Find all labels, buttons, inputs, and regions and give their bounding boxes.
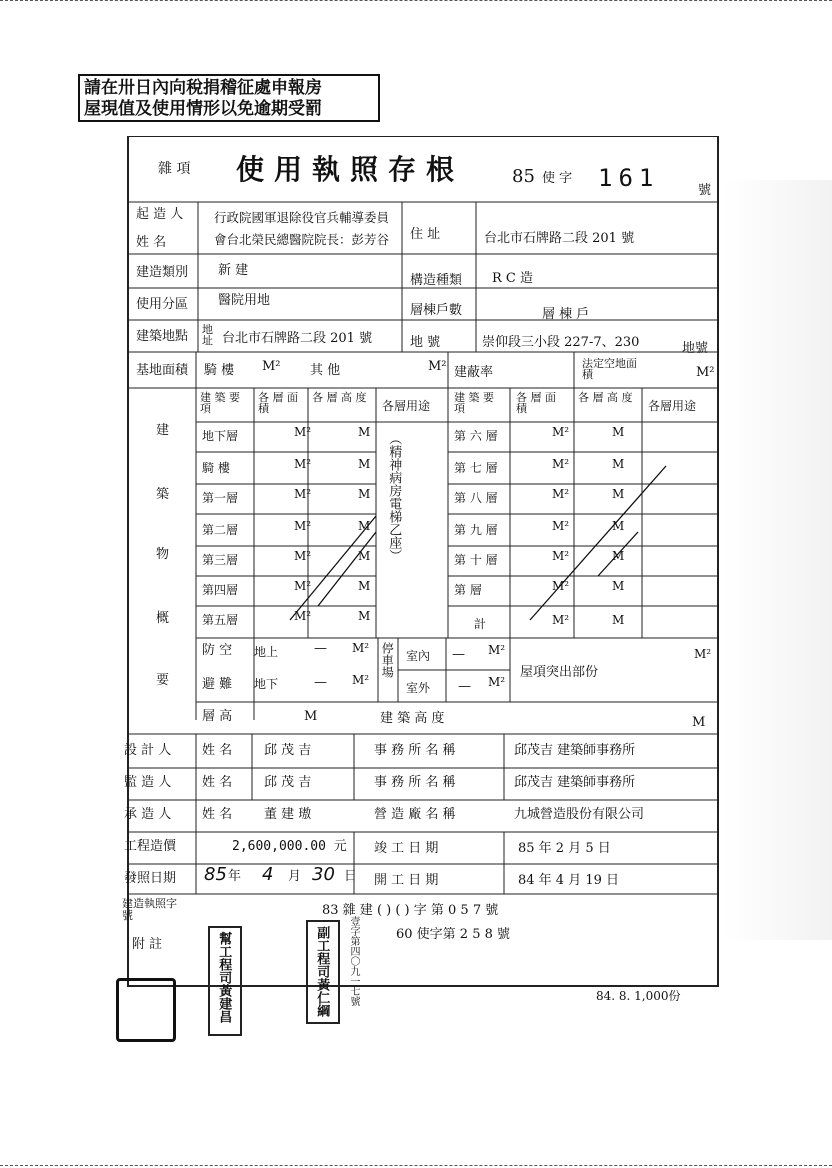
notice-box <box>78 74 380 122</box>
designer-role: 設 計 人 <box>124 743 172 758</box>
shelter-below-label: 地下 <box>254 677 279 691</box>
floor-3-area-unit: M² <box>294 549 312 563</box>
permit-year: 85 <box>512 166 535 187</box>
supervisor-role: 監 造 人 <box>124 775 172 790</box>
side-label-1: 建 <box>156 423 170 438</box>
shelter-below-unit: M² <box>352 673 370 687</box>
floor-9-height-unit: M <box>612 519 625 533</box>
finish-date-label: 竣 工 日 期 <box>374 841 439 856</box>
coverage-label: 建蔽率 <box>454 365 494 380</box>
floor-3-label: 第三層 <box>202 553 239 567</box>
parking-outdoor-unit: M² <box>488 675 506 689</box>
bottom-edge <box>0 1163 832 1166</box>
owner-address: 台北市石牌路二段 201 號 <box>484 231 635 246</box>
owner-label-1: 起 造 人 <box>136 207 184 222</box>
floor-4-label: 第四層 <box>202 583 239 597</box>
floor-5-height-unit: M <box>358 609 371 623</box>
lot-label: 地 號 <box>410 335 441 350</box>
lot-number: 崇仰段三小段 227-7、230 <box>482 335 640 350</box>
parking-indoor-label: 室內 <box>406 649 431 663</box>
contractor-office: 九城營造股份有限公司 <box>514 807 645 822</box>
start-date-label: 開 工 日 期 <box>374 873 439 888</box>
supervisor-office-label: 事 務 所 名 稱 <box>374 775 456 790</box>
floor-6-label: 第 六 層 <box>454 429 498 443</box>
notice-line-1: 請在卅日內向稅捐稽征處申報房 <box>84 78 322 98</box>
permit-ref-label: 建造執照字號 <box>122 897 177 923</box>
category-label: 雜 項 <box>158 161 191 177</box>
supervisor-name-label: 姓 名 <box>202 775 233 790</box>
other-area-unit: M² <box>428 359 447 374</box>
head-item-left: 建 築 要 項 <box>200 391 240 415</box>
permit-number: 161 <box>598 164 660 192</box>
cost-value: 2,600,000.00 元 <box>232 839 347 854</box>
owner-line-1: 行政院國軍退除役官兵輔導委員 <box>214 210 390 225</box>
designer-name-label: 姓 名 <box>202 743 233 758</box>
issue-year: 85 <box>204 864 227 885</box>
floors-count-label: 層棟戶數 <box>410 303 463 318</box>
cost-label: 工程造價 <box>124 839 177 854</box>
shelter-label-1: 防 空 <box>202 643 233 658</box>
shelter-above-label: 地上 <box>254 645 279 659</box>
seal-chief <box>208 926 242 1036</box>
contractor-office-label: 營 造 廠 名 稱 <box>374 807 456 822</box>
permit-ref-value: 83 雜 建 ( ) ( ) 字 第 0 5 7 號 <box>322 903 499 918</box>
floor-arcade-area-unit: M² <box>294 457 312 471</box>
issue-month-unit: 月 <box>288 869 302 884</box>
building-height-unit: M <box>692 715 706 730</box>
roof-protrusion-label: 屋項突出部份 <box>520 665 599 680</box>
floor-height-unit: M <box>304 709 318 724</box>
open-space-unit: M² <box>696 365 715 380</box>
designer-office: 邱茂吉 建築師事務所 <box>514 743 636 758</box>
owner-line-2: 會台北榮民總醫院院長：彭芳谷 <box>214 232 390 247</box>
zoning-label: 使用分區 <box>136 297 189 312</box>
floor-7-area-unit: M² <box>552 457 570 471</box>
seal-deputy <box>306 920 340 1024</box>
owner-address-label: 住 址 <box>410 227 441 242</box>
floor-b1-area-unit: M² <box>294 425 312 439</box>
head-use-left: 各層用途 <box>382 399 431 413</box>
floor-arcade-label: 騎 樓 <box>202 461 230 475</box>
shelter-above-dash: — <box>314 641 327 656</box>
lot-suffix: 地號 <box>682 341 709 356</box>
head-use-right: 各層用途 <box>648 399 697 413</box>
head-height-left: 各 層 高 度 <box>312 391 367 404</box>
floor-b1-label: 地下層 <box>202 429 239 443</box>
floors-count-value: 層 棟 戶 <box>542 307 590 322</box>
top-edge <box>0 0 832 4</box>
side-label-5: 要 <box>156 673 170 688</box>
permit-prefix: 使 字 <box>542 171 573 186</box>
permit-form <box>118 136 720 1023</box>
floor-1-label: 第一層 <box>202 491 239 505</box>
parking-outdoor-dash: — <box>458 679 471 694</box>
head-item-right: 建 築 要 項 <box>454 391 494 415</box>
floor-10-height-unit: M <box>612 549 625 563</box>
issue-date-label: 發照日期 <box>124 871 177 886</box>
side-label-3: 物 <box>156 547 170 562</box>
floor-6-area-unit: M² <box>552 425 570 439</box>
supervisor-name: 邱 茂 吉 <box>264 775 312 790</box>
open-space-label: 法定空地面積 <box>582 357 637 381</box>
site-address-prefix: 地址 <box>202 323 213 347</box>
floor-other-height-unit: M <box>612 579 625 593</box>
shelter-below-dash: — <box>314 675 327 690</box>
floor-10-label: 第 十 層 <box>454 553 498 567</box>
official-seal <box>116 978 176 1042</box>
side-label-4: 概 <box>156 611 170 626</box>
floor-1-height-unit: M <box>358 487 371 501</box>
base-area-label: 基地面積 <box>136 363 189 378</box>
seal-side-note: 壹字第四〇九一七號 <box>348 916 359 1006</box>
issue-day: 30 <box>312 864 335 885</box>
arcade-label: 騎 樓 <box>204 363 235 378</box>
floor-6-height-unit: M <box>612 425 625 439</box>
floor-2-label: 第二層 <box>202 523 239 537</box>
floor-9-label: 第 九 層 <box>454 523 498 537</box>
floor-other-label: 第 層 <box>454 583 482 597</box>
contractor-name-label: 姓 名 <box>202 807 233 822</box>
building-height-label: 建 築 高 度 <box>380 711 445 726</box>
floor-5-area-unit: M² <box>294 609 312 623</box>
floor-8-label: 第 八 層 <box>454 491 498 505</box>
floor-8-area-unit: M² <box>552 487 570 501</box>
notice-line-2: 屋現值及使用情形以免逾期受罰 <box>84 99 322 119</box>
issue-month: 4 <box>262 864 274 885</box>
site-label: 建築地點 <box>136 329 189 344</box>
print-run: 84. 8. 1,000份 <box>596 989 681 1003</box>
floor-9-area-unit: M² <box>552 519 570 533</box>
floor-height-label: 層 高 <box>202 709 233 724</box>
page-title: 使用執照存根 <box>236 153 465 186</box>
floor-b1-height-unit: M <box>358 425 371 439</box>
floor-7-label: 第 七 層 <box>454 461 498 475</box>
parking-outdoor-label: 室外 <box>406 681 431 695</box>
floor-arcade-height-unit: M <box>358 457 371 471</box>
remarks-value: 60 使字第 2 5 8 號 <box>396 927 511 942</box>
floor-2-height-unit: M <box>358 519 371 533</box>
floor-total-label: 計 <box>474 617 487 631</box>
zoning-value: 醫院用地 <box>218 293 271 308</box>
floor-4-area-unit: M² <box>294 579 312 593</box>
floor-2-area-unit: M² <box>294 519 312 533</box>
owner-label-2: 姓 名 <box>136 235 167 250</box>
building-type-label: 建造類別 <box>136 265 189 280</box>
site-address: 台北市石牌路二段 201 號 <box>222 331 373 346</box>
finish-date: 85 年 2 月 5 日 <box>518 841 611 856</box>
floor-10-area-unit: M² <box>552 549 570 563</box>
floor-1-area-unit: M² <box>294 487 312 501</box>
floor-total-height-unit: M <box>612 613 625 627</box>
remarks-label: 附 註 <box>132 937 163 952</box>
structure-label: 構造種類 <box>410 273 463 288</box>
shelter-label-2: 避 難 <box>202 677 233 692</box>
roof-protrusion-unit: M² <box>694 647 712 661</box>
permit-suffix: 號 <box>698 183 712 198</box>
arcade-unit: M² <box>262 359 281 374</box>
floor-use-note: （精神病房電梯乙座） <box>386 432 402 562</box>
floor-total-area-unit: M² <box>552 613 570 627</box>
other-area-label: 其 他 <box>310 363 341 378</box>
adjacent-page-shadow <box>722 180 832 940</box>
designer-office-label: 事 務 所 名 稱 <box>374 743 456 758</box>
contractor-name: 董 建 璈 <box>264 807 312 822</box>
shelter-above-unit: M² <box>352 641 370 655</box>
designer-name: 邱 茂 吉 <box>264 743 312 758</box>
start-date: 84 年 4 月 19 日 <box>518 873 620 888</box>
parking-indoor-dash: — <box>452 647 465 662</box>
floor-7-height-unit: M <box>612 457 625 471</box>
head-height-right: 各 層 高 度 <box>578 391 633 404</box>
seal-deputy-text: 副工程司黃仁綱 <box>314 926 330 1017</box>
parking-indoor-unit: M² <box>488 643 506 657</box>
floor-3-height-unit: M <box>358 549 371 563</box>
issue-year-unit: 年 <box>228 869 242 884</box>
head-area-right: 各 層 面 積 <box>516 391 556 415</box>
structure-value: R C 造 <box>492 271 533 286</box>
seal-chief-text: 幫工程司黃建昌 <box>216 932 232 1023</box>
floor-other-area-unit: M² <box>552 579 570 593</box>
floor-4-height-unit: M <box>358 579 371 593</box>
parking-label: 停車場 <box>380 642 395 678</box>
side-label-2: 築 <box>156 487 170 502</box>
supervisor-office: 邱茂吉 建築師事務所 <box>514 775 636 790</box>
building-type-value: 新 建 <box>218 263 249 278</box>
issue-day-unit: 日 <box>344 869 358 884</box>
floor-5-label: 第五層 <box>202 613 239 627</box>
floor-8-height-unit: M <box>612 487 625 501</box>
contractor-role: 承 造 人 <box>124 807 172 822</box>
head-area-left: 各 層 面 積 <box>258 391 298 415</box>
